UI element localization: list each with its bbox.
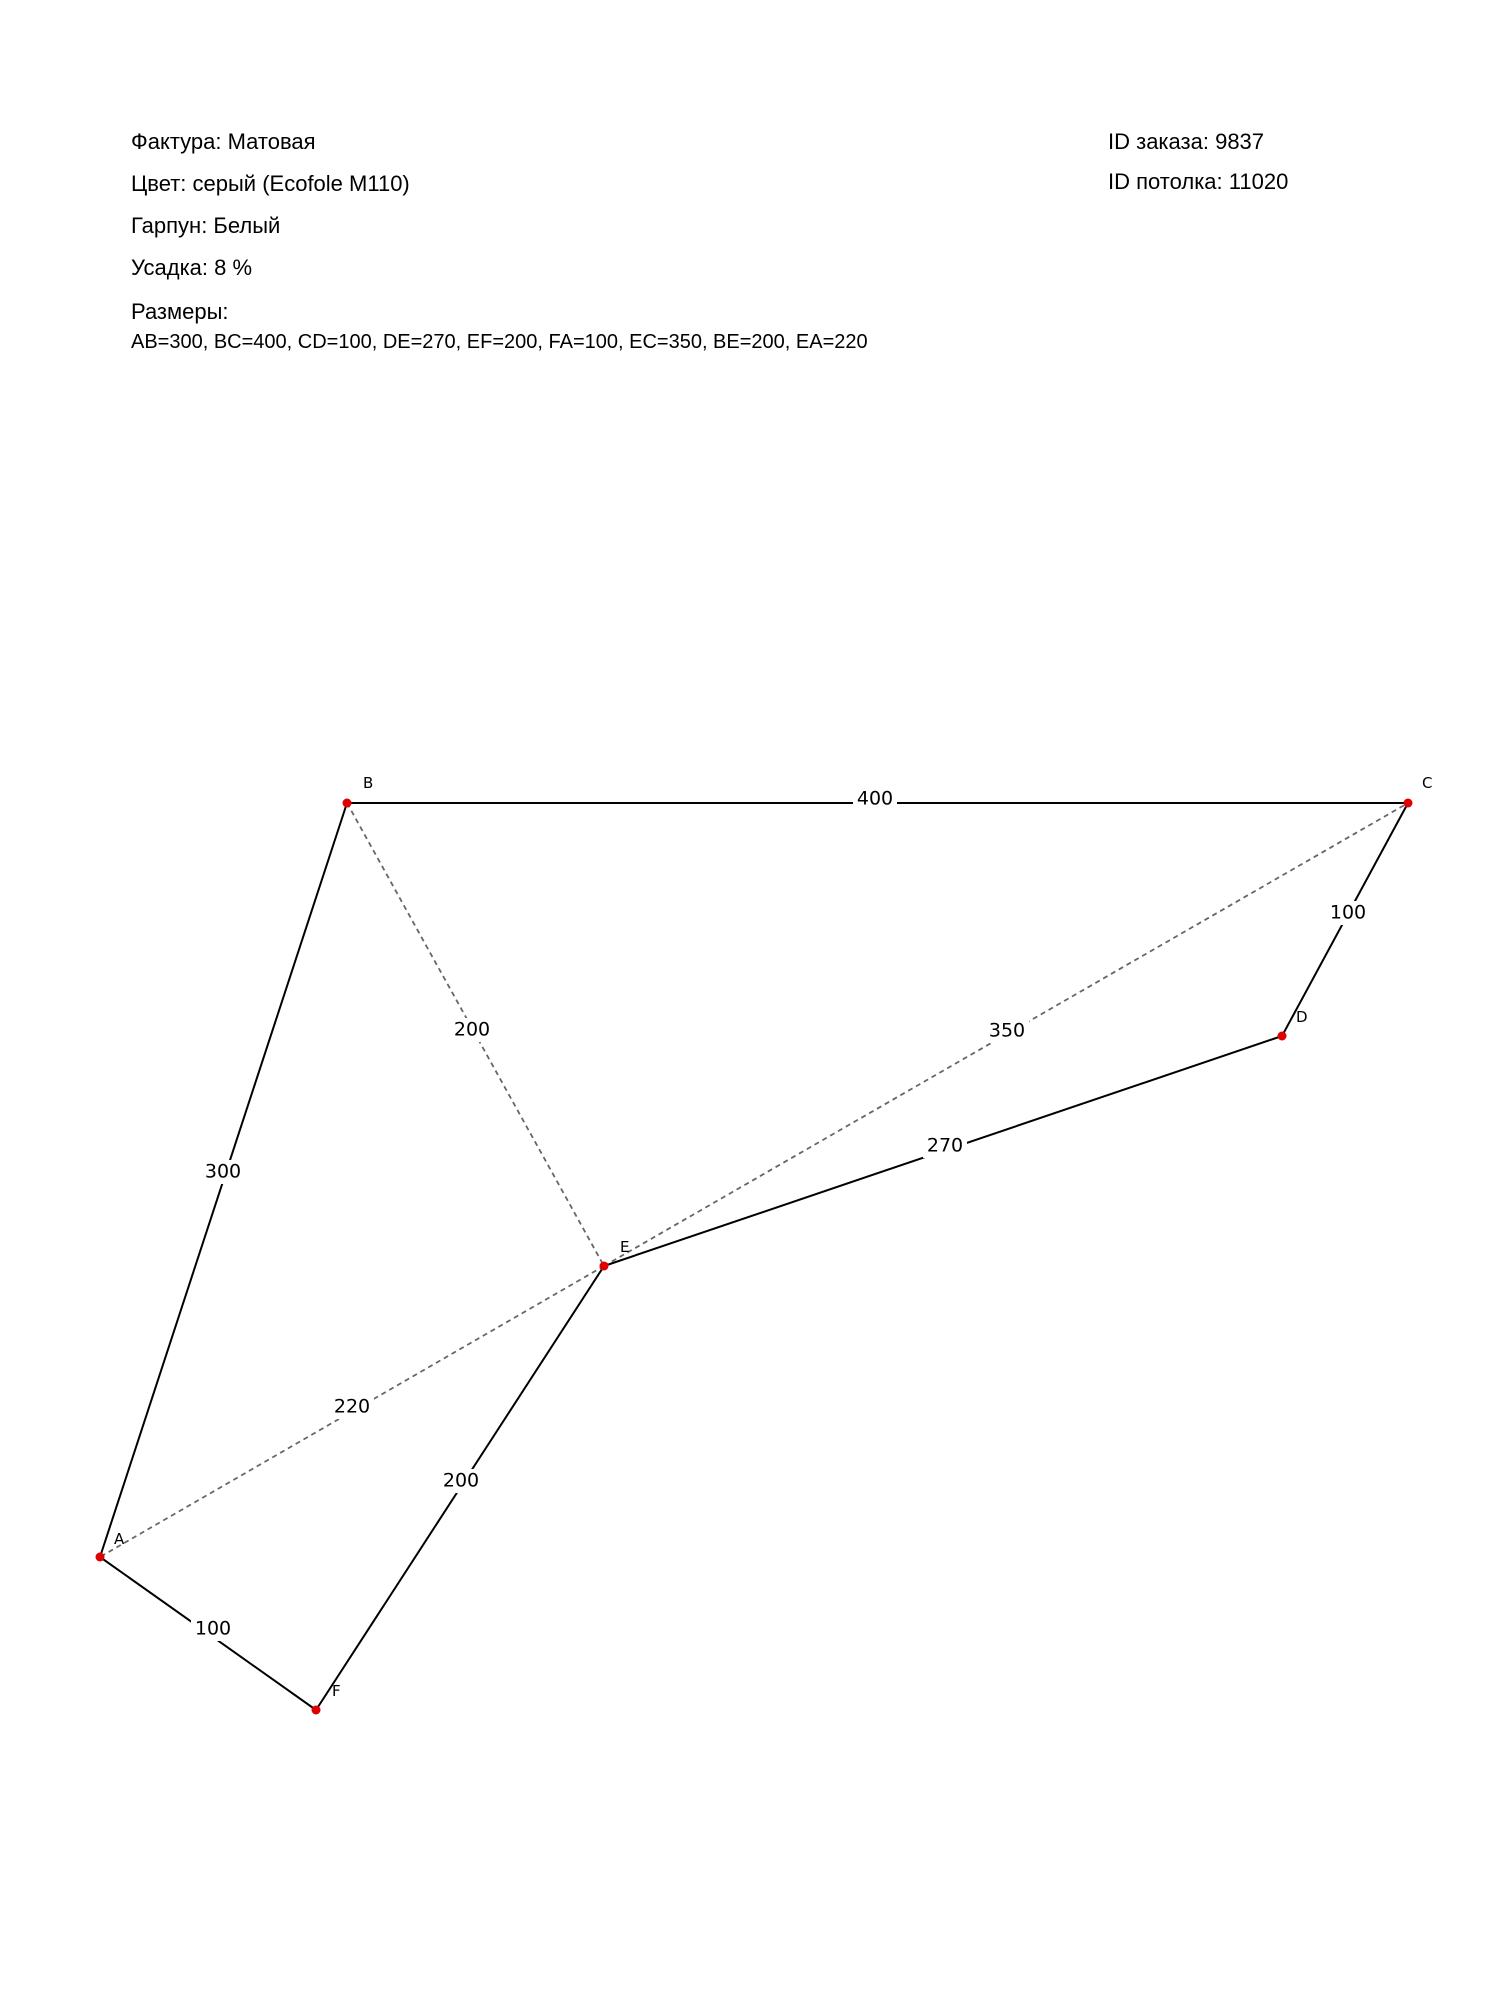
edge-label-ab: 300 [204, 1160, 242, 1183]
harpoon-text: Гарпун: Белый [131, 213, 281, 238]
edge-label-cd: 100 [1329, 901, 1367, 924]
order-id-text: ID заказа: 9837 [1108, 129, 1265, 154]
vertex-label-f: F [332, 1682, 341, 1700]
vertex-label-b: B [363, 774, 374, 792]
edge-label-ec: 350 [988, 1019, 1026, 1042]
vertex-e [600, 1262, 609, 1271]
vertex-label-e: E [620, 1238, 630, 1256]
edge-label-be: 200 [453, 1018, 491, 1041]
vertex-label-a: A [114, 1530, 125, 1548]
vertex-f [312, 1706, 321, 1715]
texture-text: Фактура: Матовая [131, 129, 316, 154]
vertex-d [1278, 1032, 1287, 1041]
edge-labels-layer [191, 787, 1370, 1641]
edge-label-fa: 100 [194, 1617, 232, 1640]
vertex-b [343, 799, 352, 808]
vertex-c [1404, 799, 1413, 808]
vertices-layer [96, 774, 1433, 1715]
color-text: Цвет: серый (Ecofole M110) [131, 171, 410, 196]
edge-label-ea: 220 [333, 1395, 371, 1418]
vertex-label-d: D [1296, 1008, 1308, 1026]
edges-layer [100, 803, 1408, 1710]
sizes-title: Размеры: [131, 299, 229, 324]
vertex-label-c: C [1422, 774, 1433, 792]
vertex-a [96, 1553, 105, 1562]
ceiling-id-text: ID потолка: 11020 [1108, 169, 1289, 194]
edge-label-bc: 400 [856, 787, 894, 810]
sizes-line: AB=300, BC=400, CD=100, DE=270, EF=200, FA=100, EC=350, BE=200, EA=220 [131, 331, 868, 353]
edge-label-de: 270 [926, 1134, 964, 1157]
shrinkage-text: Усадка: 8 % [131, 255, 253, 280]
edge-label-ef: 200 [442, 1469, 480, 1492]
